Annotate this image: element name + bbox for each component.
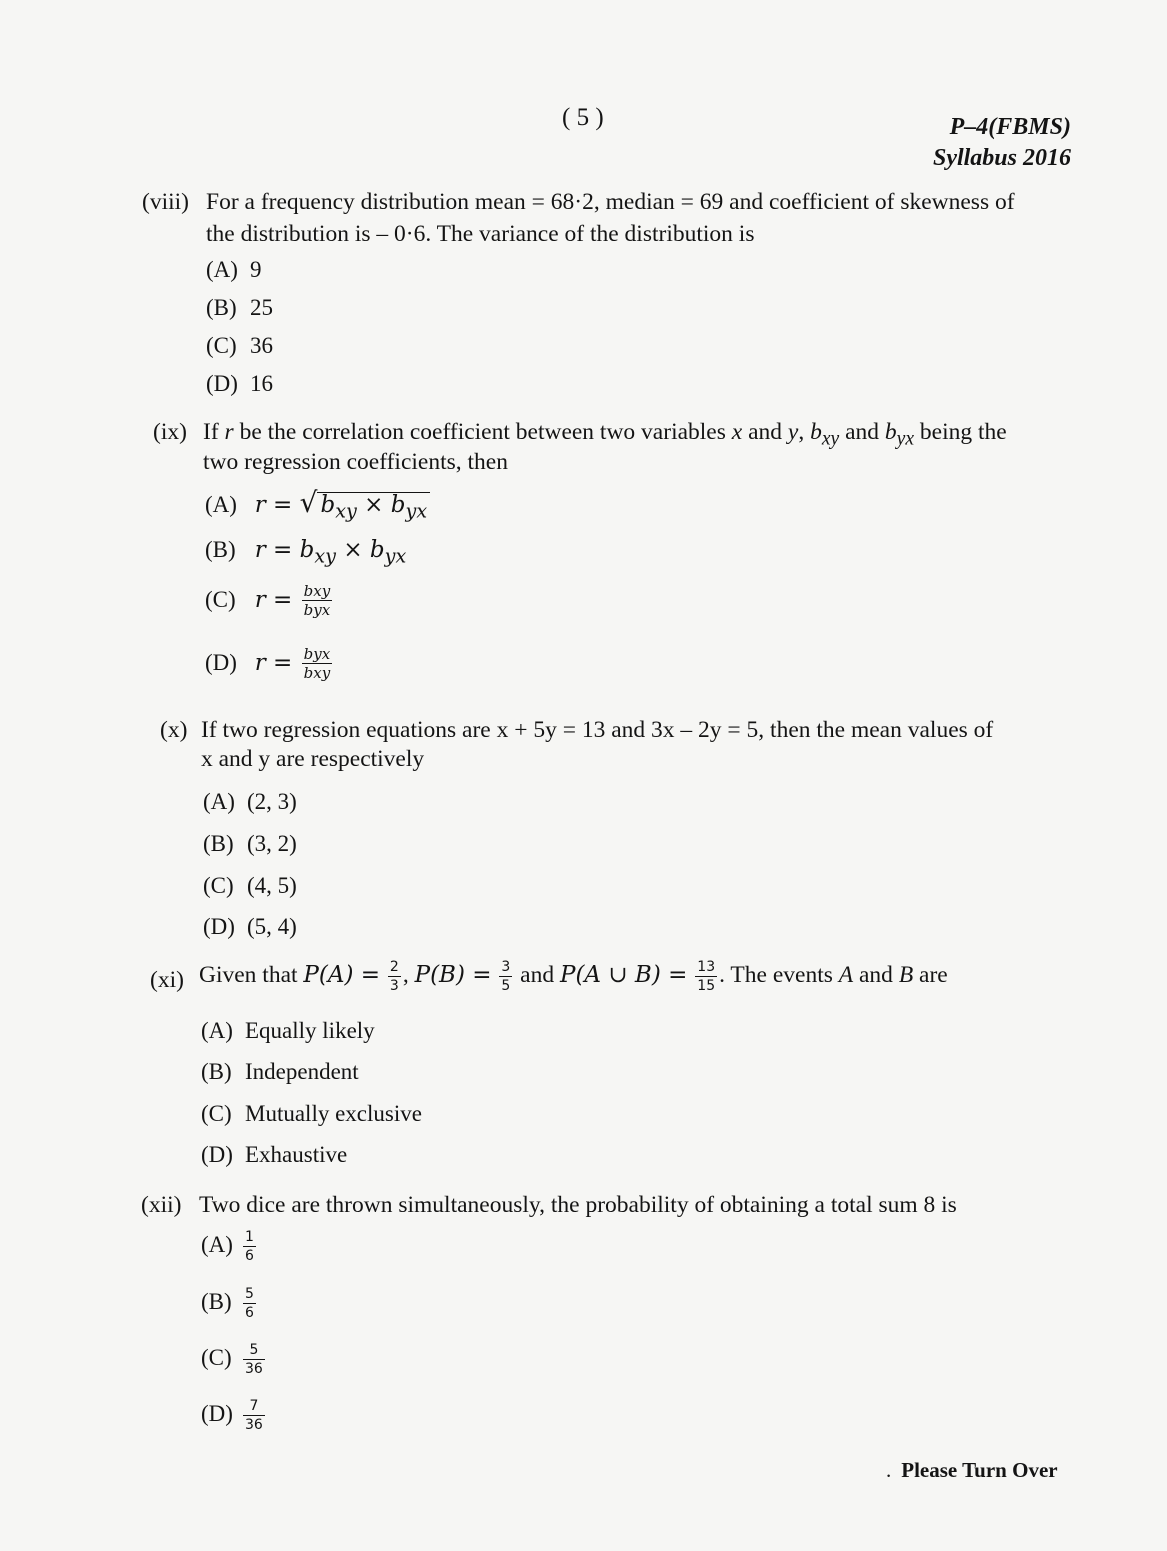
sqrt-sign: √ (299, 486, 318, 519)
option-c: (C) $\frac{5}{36}$ (201, 1342, 263, 1377)
question-text-line1: If r be the correlation coefficient between two variables x and y, $b_{xy}$ and $b_{yx}$ being the (203, 419, 1007, 450)
option-b: (B) $r = b_{xy} \times b_{yx}$ (205, 537, 407, 568)
please-turn-over: Please Turn Over (901, 1458, 1058, 1482)
question-text-line1: Two dice are thrown simultaneously, the probability of obtaining a total sum 8 is (199, 1192, 957, 1218)
option-formula: $r = b_{xy} \times b_{yx}$ (254, 537, 407, 568)
question-number: (ix) (153, 419, 187, 445)
option-label: (C) (206, 333, 237, 358)
question-number: (x) (160, 717, 188, 743)
option-c: (C) r = $\frac{\text{bxy}}{\text{byx}}$ (205, 582, 334, 619)
question-text-line1: If two regression equations are x + 5y = 13 and 3x – 2y = 5, then the mean values of (201, 717, 994, 743)
paper-code: P–4(FBMS) (949, 114, 1071, 140)
option-label: (A) (206, 257, 238, 282)
question-text-line1: For a frequency distribution mean = 68·2, median = 69 and coefficient of skewness of (206, 189, 1015, 215)
paper-code-block (933, 112, 1071, 174)
option-b (206, 293, 273, 322)
option-formula: r = $\frac{\text{bxy}}{\text{byx}}$ (254, 582, 331, 619)
option-text: 16 (250, 371, 273, 396)
option-formula: r = √ $b_{xy} \times b_{yx}$ (255, 492, 430, 518)
option-a: (A) $\frac{1}{6}$ (201, 1229, 254, 1264)
question-number: (xi) (150, 967, 184, 993)
syllabus-year: Syllabus 2016 (932, 145, 1071, 171)
question-text-line1: Given that P(A) = $\frac{2}{3}$ , P(B) = $\frac{3}{5}$ and P(A ∪ B) = $\frac{13}{15}$ . The events A and B are (199, 959, 948, 994)
option-formula: r = $\frac{\text{byx}}{\text{bxy}}$ (254, 645, 331, 682)
option-d: (D) Exhaustive (201, 1142, 348, 1167)
question-text-line2: the distribution is – 0·6. The variance of the distribution is (206, 221, 755, 247)
option-a: (A) (2, 3) (203, 789, 297, 814)
option-d: (D) r = $\frac{\text{byx}}{\text{bxy}}$ (205, 645, 334, 682)
option-c (206, 331, 273, 360)
option-c: (C) Mutually exclusive (201, 1101, 422, 1126)
page-footer (886, 1458, 1058, 1483)
question-number: (viii) (142, 189, 189, 215)
option-d (206, 369, 273, 398)
option-a: (A) r = √ $b_{xy} \times b_{yx}$ (205, 488, 430, 524)
question-text-line2: x and y are respectively (201, 746, 425, 772)
option-text: 36 (250, 333, 273, 358)
option-text: 9 (250, 257, 262, 282)
option-a: (A) Equally likely (201, 1018, 375, 1043)
option-text: 25 (250, 295, 273, 320)
page-number: ( 5 ) (562, 104, 604, 131)
footer-dot: . (886, 1458, 892, 1482)
option-label: (B) (206, 295, 237, 320)
option-b: (B) Independent (201, 1059, 359, 1084)
option-a (206, 255, 262, 284)
option-d: (D) (5, 4) (203, 914, 297, 939)
question-text-line2: two regression coefficients, then (203, 449, 508, 475)
option-d: (D) $\frac{7}{36}$ (201, 1398, 263, 1433)
question-number: (xii) (141, 1192, 182, 1218)
option-c: (C) (4, 5) (203, 873, 297, 898)
option-b: (B) (3, 2) (203, 831, 297, 856)
option-label: (D) (206, 371, 238, 396)
option-b: (B) $\frac{5}{6}$ (201, 1286, 254, 1321)
